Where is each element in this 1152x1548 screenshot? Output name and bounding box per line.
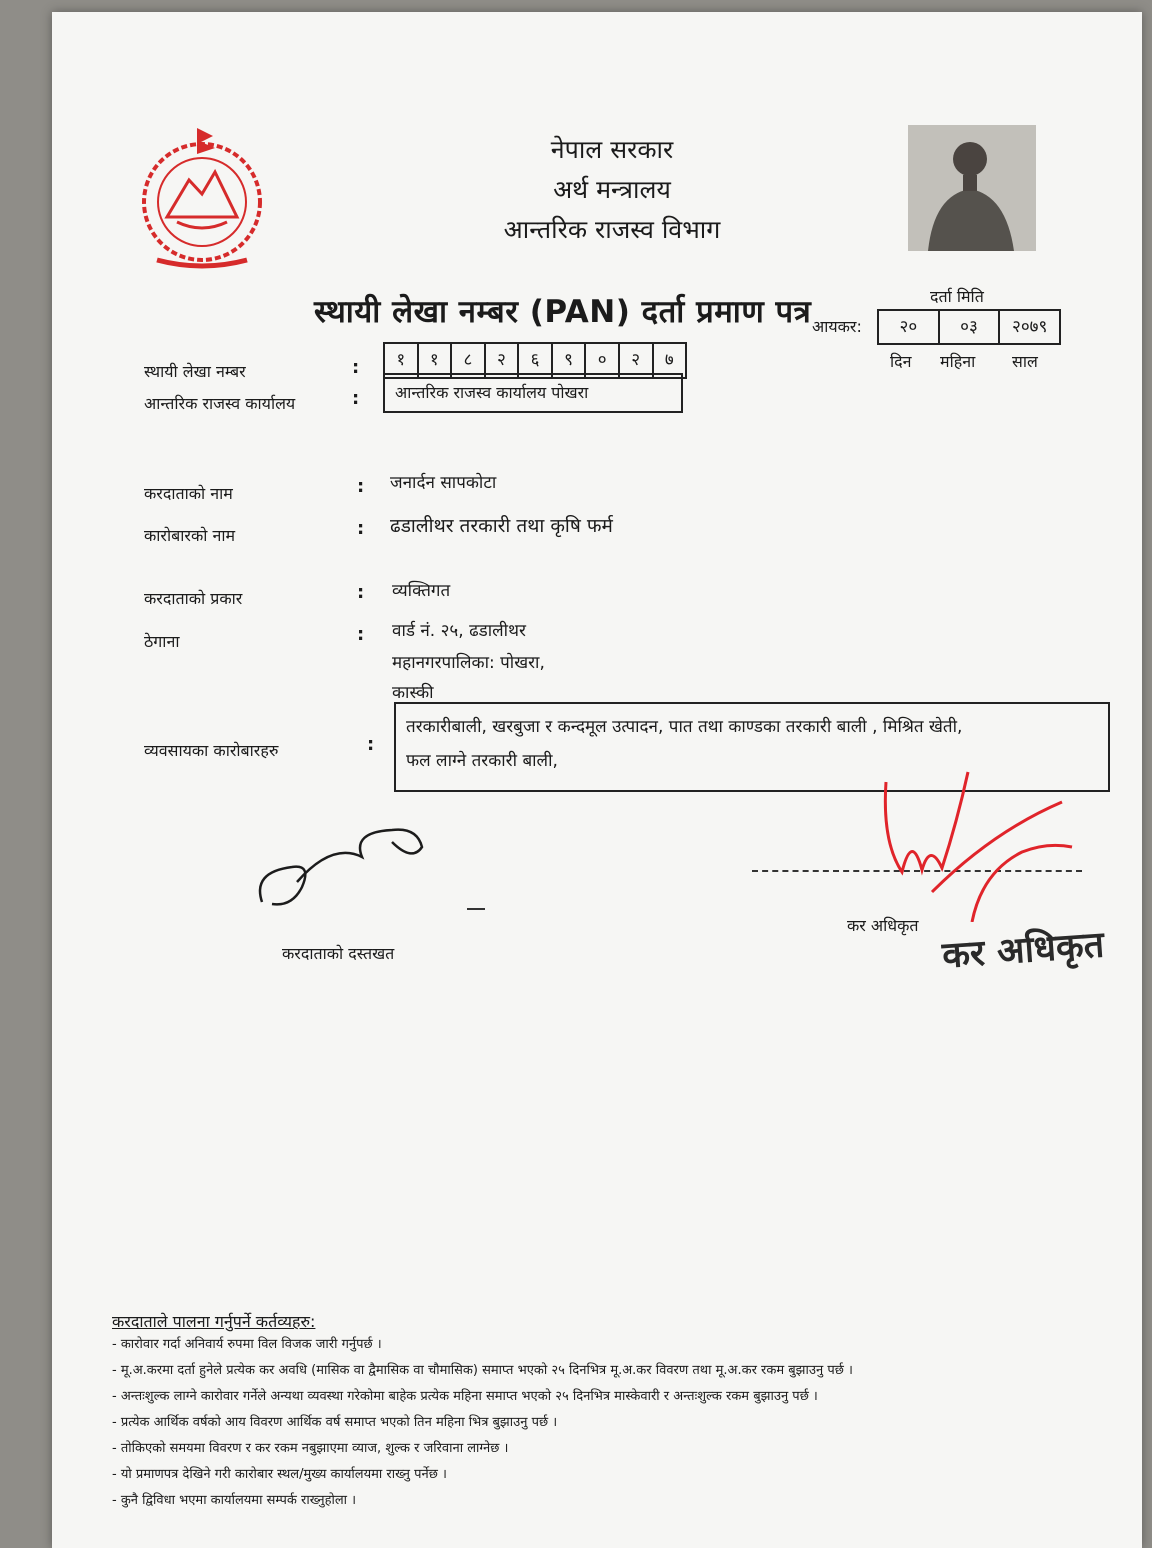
duty-item: - प्रत्येक आर्थिक वर्षको आय विवरण आर्थिक वर्ष समाप्त भएको तिन महिना भित्र बुझाउनु पर्छ । [112, 1415, 558, 1430]
registration-date-box [877, 309, 1061, 345]
address-label: ठेगाना [144, 632, 180, 651]
duties-heading: करदाताले पालना गर्नुपर्ने कर्तव्यहरु: [112, 1312, 316, 1331]
address-colon: : [357, 624, 365, 645]
date-year: २०७९ [1011, 317, 1048, 337]
person-photo [908, 125, 1036, 251]
taxpayer-type-value: व्यक्तिगत [392, 581, 451, 601]
pan-digit: ८ [452, 344, 486, 377]
pan-digit: १ [419, 344, 453, 377]
certificate-paper [52, 12, 1142, 1548]
address-line-3: कास्की [392, 683, 434, 703]
business-activities-line-1: तरकारीबाली, खरबुजा र कन्दमूल उत्पादन, पात तथा काण्डका तरकारी बाली , मिश्रित खेती, [406, 717, 963, 737]
duty-item: - तोकिएको समयमा विवरण र कर रकम नबुझाएमा व्याज, शुल्क र जरिवाना लाग्नेछ । [112, 1441, 509, 1456]
header-line-3: आन्तरिक राजस्व विभाग [503, 215, 721, 244]
address-line-1: वार्ड नं. २५, ढडालीथर [392, 621, 526, 641]
business-activities-label: व्यवसायका कारोबारहरु [144, 741, 279, 760]
taxpayer-name-label: करदाताको नाम [144, 484, 233, 503]
taxpayer-type-label: करदाताको प्रकार [144, 589, 243, 608]
officer-stamp-text: कर अधिकृत [940, 924, 1106, 977]
pan-digit: ९ [553, 344, 587, 377]
header-line-1: नेपाल सरकार [550, 135, 674, 164]
taxpayer-name-value: जनार्दन सापकोटा [390, 473, 497, 493]
pan-colon: : [352, 357, 360, 378]
duty-item: - यो प्रमाणपत्र देखिने गरी कारोबार स्थल/मुख्य कार्यालयमा राख्नु पर्नेछ । [112, 1467, 447, 1482]
duty-item: - कारोवार गर्दा अनिवार्य रुपमा विल विजक जारी गर्नुपर्छ । [112, 1337, 382, 1352]
taxpayer-signature-dashes [467, 908, 485, 910]
date-month-label: महिना [940, 352, 976, 371]
date-caption: दर्ता मिति [930, 287, 984, 306]
business-name-colon: : [357, 518, 365, 539]
header-block [412, 130, 812, 250]
date-prefix: आयकर: [812, 317, 862, 336]
taxpayer-signature [242, 812, 462, 922]
pan-digit: २ [486, 344, 520, 377]
header-line-2: अर्थ मन्त्रालय [553, 175, 671, 204]
taxpayer-name-colon: : [357, 476, 365, 497]
nepal-emblem-icon [127, 122, 277, 272]
date-day-label: दिन [890, 352, 912, 371]
date-month: ०३ [940, 311, 1001, 343]
pan-label: स्थायी लेखा नम्बर [144, 362, 246, 381]
taxpayer-signature-caption: करदाताको दस्तखत [282, 944, 395, 963]
officer-caption: कर अधिकृत [847, 916, 919, 935]
duty-item: - मू.अ.करमा दर्ता हुनेले प्रत्येक कर अवधि (मासिक वा द्वैमासिक वा चौमासिक) समाप्त भएको २५ दिनभित्र मू.अ.कर विवरण तथा मू.अ.कर रकम बुझाउनु पर्छ । [112, 1363, 853, 1378]
address-line-2: महानगरपालिका: पोखरा, [392, 653, 545, 673]
pan-digit: २ [620, 344, 654, 377]
taxpayer-type-colon: : [357, 582, 365, 603]
business-name-value: ढडालीथर तरकारी तथा कृषि फर्म [390, 515, 613, 537]
date-year-label: साल [1012, 352, 1038, 371]
date-day: २० [879, 311, 940, 343]
business-activities-colon: : [367, 734, 375, 755]
office-colon: : [352, 388, 360, 409]
pan-digit: १ [385, 344, 419, 377]
pan-digit: ७ [664, 350, 674, 370]
pan-digit: ० [586, 344, 620, 377]
business-activities-line-2: फल लाग्ने तरकारी बाली, [406, 751, 558, 771]
pan-digit: ६ [519, 344, 553, 377]
duty-item: - अन्तःशुल्क लाग्ने कारोवार गर्नेले अन्यथा व्यवस्था गरेकोमा बाहेक प्रत्येक महिना समाप्त भएको २५ दिनभित्र मास्केवारी र अन्तःशुल्क रकम बुझाउनु पर्छ । [112, 1389, 818, 1404]
office-label: आन्तरिक राजस्व कार्यालय [144, 394, 296, 413]
duty-item: - कुनै द्विविधा भएमा कार्यालयमा सम्पर्क राख्नुहोला । [112, 1493, 357, 1508]
officer-signature [872, 752, 1092, 922]
certificate-title: स्थायी लेखा नम्बर (PAN) दर्ता प्रमाण पत्र [314, 294, 812, 330]
office-value: आन्तरिक राजस्व कार्यालय पोखरा [383, 373, 683, 413]
business-name-label: कारोबारको नाम [144, 526, 236, 545]
